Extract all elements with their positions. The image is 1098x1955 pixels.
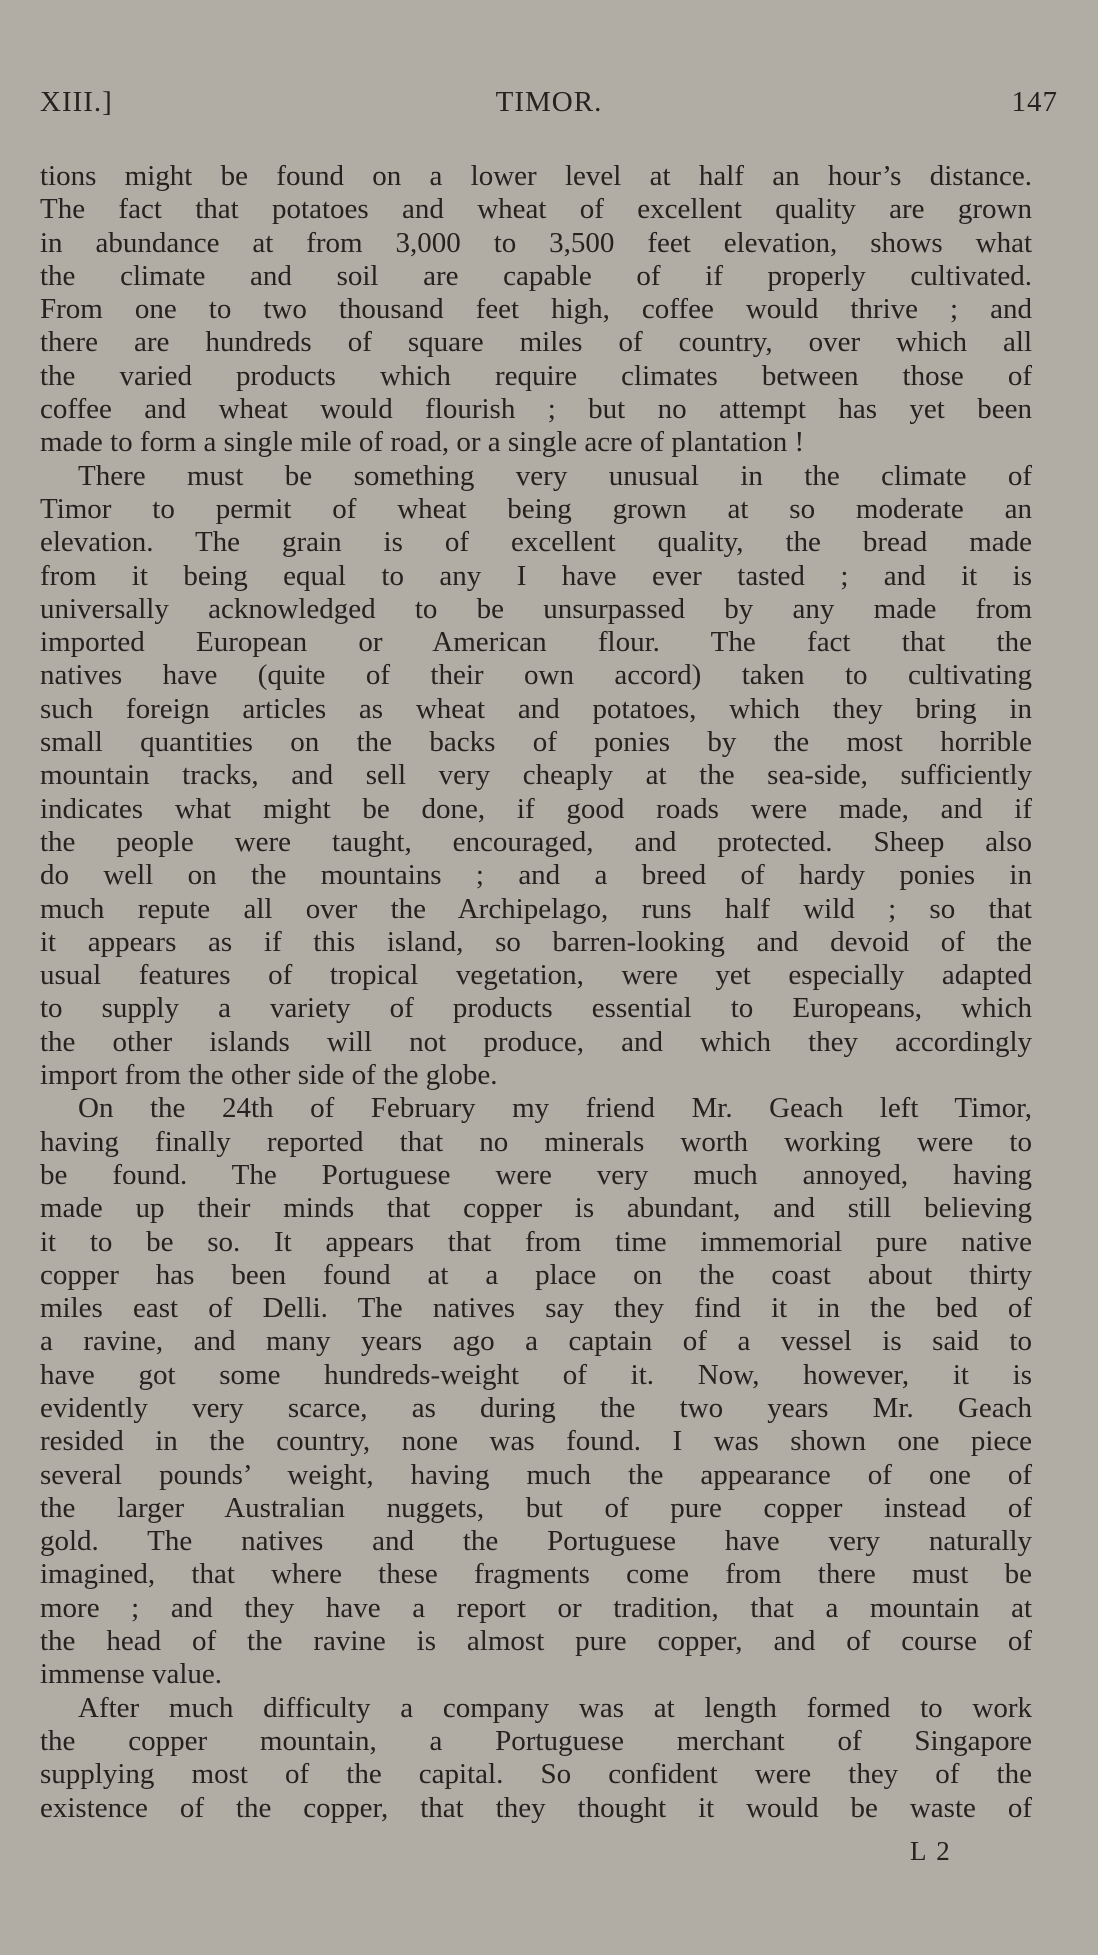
text-line: made up their minds that copper is abundant, and still believing bbox=[40, 1192, 1032, 1225]
text-line: the larger Australian nuggets, but of pure copper instead of bbox=[40, 1491, 1032, 1524]
text-line: it to be so. It appears that from time immemorial pure native bbox=[40, 1225, 1032, 1258]
text-line: universally acknowledged to be unsurpassed by any made from bbox=[40, 592, 1032, 625]
text-line: usual features of tropical vegetation, were yet especially adapted bbox=[40, 959, 1032, 992]
running-header bbox=[40, 86, 1058, 126]
text-line: mountain tracks, and sell very cheaply at the sea-side, sufficiently bbox=[40, 759, 1032, 792]
page-number: 147 bbox=[1011, 86, 1058, 118]
text-line: On the 24th of February my friend Mr. Geach left Timor, bbox=[78, 1092, 1032, 1125]
text-line: imagined, that where these fragments come from there must be bbox=[40, 1558, 1032, 1591]
text-line: imported European or American flour. The fact that the bbox=[40, 626, 1032, 659]
text-line: it appears as if this island, so barren-looking and devoid of the bbox=[40, 925, 1032, 958]
text-line: After much difficulty a company was at length formed to work bbox=[78, 1691, 1032, 1724]
text-line: from it being equal to any I have ever tasted ; and it is bbox=[40, 559, 1032, 592]
text-line: the copper mountain, a Portuguese merchant of Singapore bbox=[40, 1724, 1032, 1757]
text-line: supplying most of the capital. So confident were they of the bbox=[40, 1758, 1032, 1791]
text-line: the varied products which require climates between those of bbox=[40, 359, 1032, 392]
text-line: much repute all over the Archipelago, runs half wild ; so that bbox=[40, 892, 1032, 925]
text-line: resided in the country, none was found. I was shown one piece bbox=[40, 1425, 1032, 1458]
text-line: the climate and soil are capable of if properly cultivated. bbox=[40, 259, 1032, 292]
text-line: import from the other side of the globe. bbox=[40, 1059, 498, 1092]
text-line: the head of the ravine is almost pure copper, and of course of bbox=[40, 1625, 1032, 1658]
text-line: From one to two thousand feet high, coffee would thrive ; and bbox=[40, 293, 1032, 326]
text-line: more ; and they have a report or tradition, that a mountain at bbox=[40, 1591, 1032, 1624]
text-line: natives have (quite of their own accord) taken to cultivating bbox=[40, 659, 1032, 692]
text-line: have got some hundreds-weight of it. Now, however, it is bbox=[40, 1358, 1032, 1391]
text-line: There must be something very unusual in the climate of bbox=[78, 459, 1032, 492]
text-line: evidently very scarce, as during the two years Mr. Geach bbox=[40, 1391, 1032, 1424]
text-line: the other islands will not produce, and which they accordingly bbox=[40, 1025, 1032, 1058]
text-line: such foreign articles as wheat and potatoes, which they bring in bbox=[40, 692, 1032, 725]
text-line: elevation. The grain is of excellent quality, the bread made bbox=[40, 526, 1032, 559]
text-line: having finally reported that no minerals worth working were to bbox=[40, 1125, 1032, 1158]
chapter-marker: XIII.] bbox=[40, 86, 113, 118]
text-line: copper has been found at a place on the coast about thirty bbox=[40, 1258, 1032, 1291]
text-line: the people were taught, encouraged, and protected. Sheep also bbox=[40, 825, 1032, 858]
text-line: miles east of Delli. The natives say they find it in the bed of bbox=[40, 1292, 1032, 1325]
running-title: TIMOR. bbox=[495, 86, 603, 118]
text-line: indicates what might be done, if good roads were made, and if bbox=[40, 792, 1032, 825]
text-line: The fact that potatoes and wheat of excellent quality are grown bbox=[40, 193, 1032, 226]
text-line: do well on the mountains ; and a breed of hardy ponies in bbox=[40, 859, 1032, 892]
text-line: existence of the copper, that they thought it would be waste of bbox=[40, 1791, 1032, 1824]
text-line: to supply a variety of products essential to Europeans, which bbox=[40, 992, 1032, 1025]
text-line: coffee and wheat would flourish ; but no attempt has yet been bbox=[40, 393, 1032, 426]
text-line: a ravine, and many years ago a captain of a vessel is said to bbox=[40, 1325, 1032, 1358]
text-line: Timor to permit of wheat being grown at so moderate an bbox=[40, 492, 1032, 525]
signature-mark: L 2 bbox=[910, 1836, 952, 1866]
text-line: made to form a single mile of road, or a single acre of plantation ! bbox=[40, 426, 805, 459]
text-line: in abundance at from 3,000 to 3,500 feet elevation, shows what bbox=[40, 226, 1032, 259]
body-text bbox=[40, 160, 1032, 1825]
text-line: immense value. bbox=[40, 1658, 223, 1691]
text-line: tions might be found on a lower level at half an hour’s distance. bbox=[40, 160, 1032, 192]
text-line: small quantities on the backs of ponies by the most horrible bbox=[40, 726, 1032, 759]
text-line: several pounds’ weight, having much the appearance of one of bbox=[40, 1458, 1032, 1491]
text-line: there are hundreds of square miles of country, over which all bbox=[40, 326, 1032, 359]
text-line: be found. The Portuguese were very much annoyed, having bbox=[40, 1158, 1032, 1191]
text-line: gold. The natives and the Portuguese have very naturally bbox=[40, 1525, 1032, 1558]
